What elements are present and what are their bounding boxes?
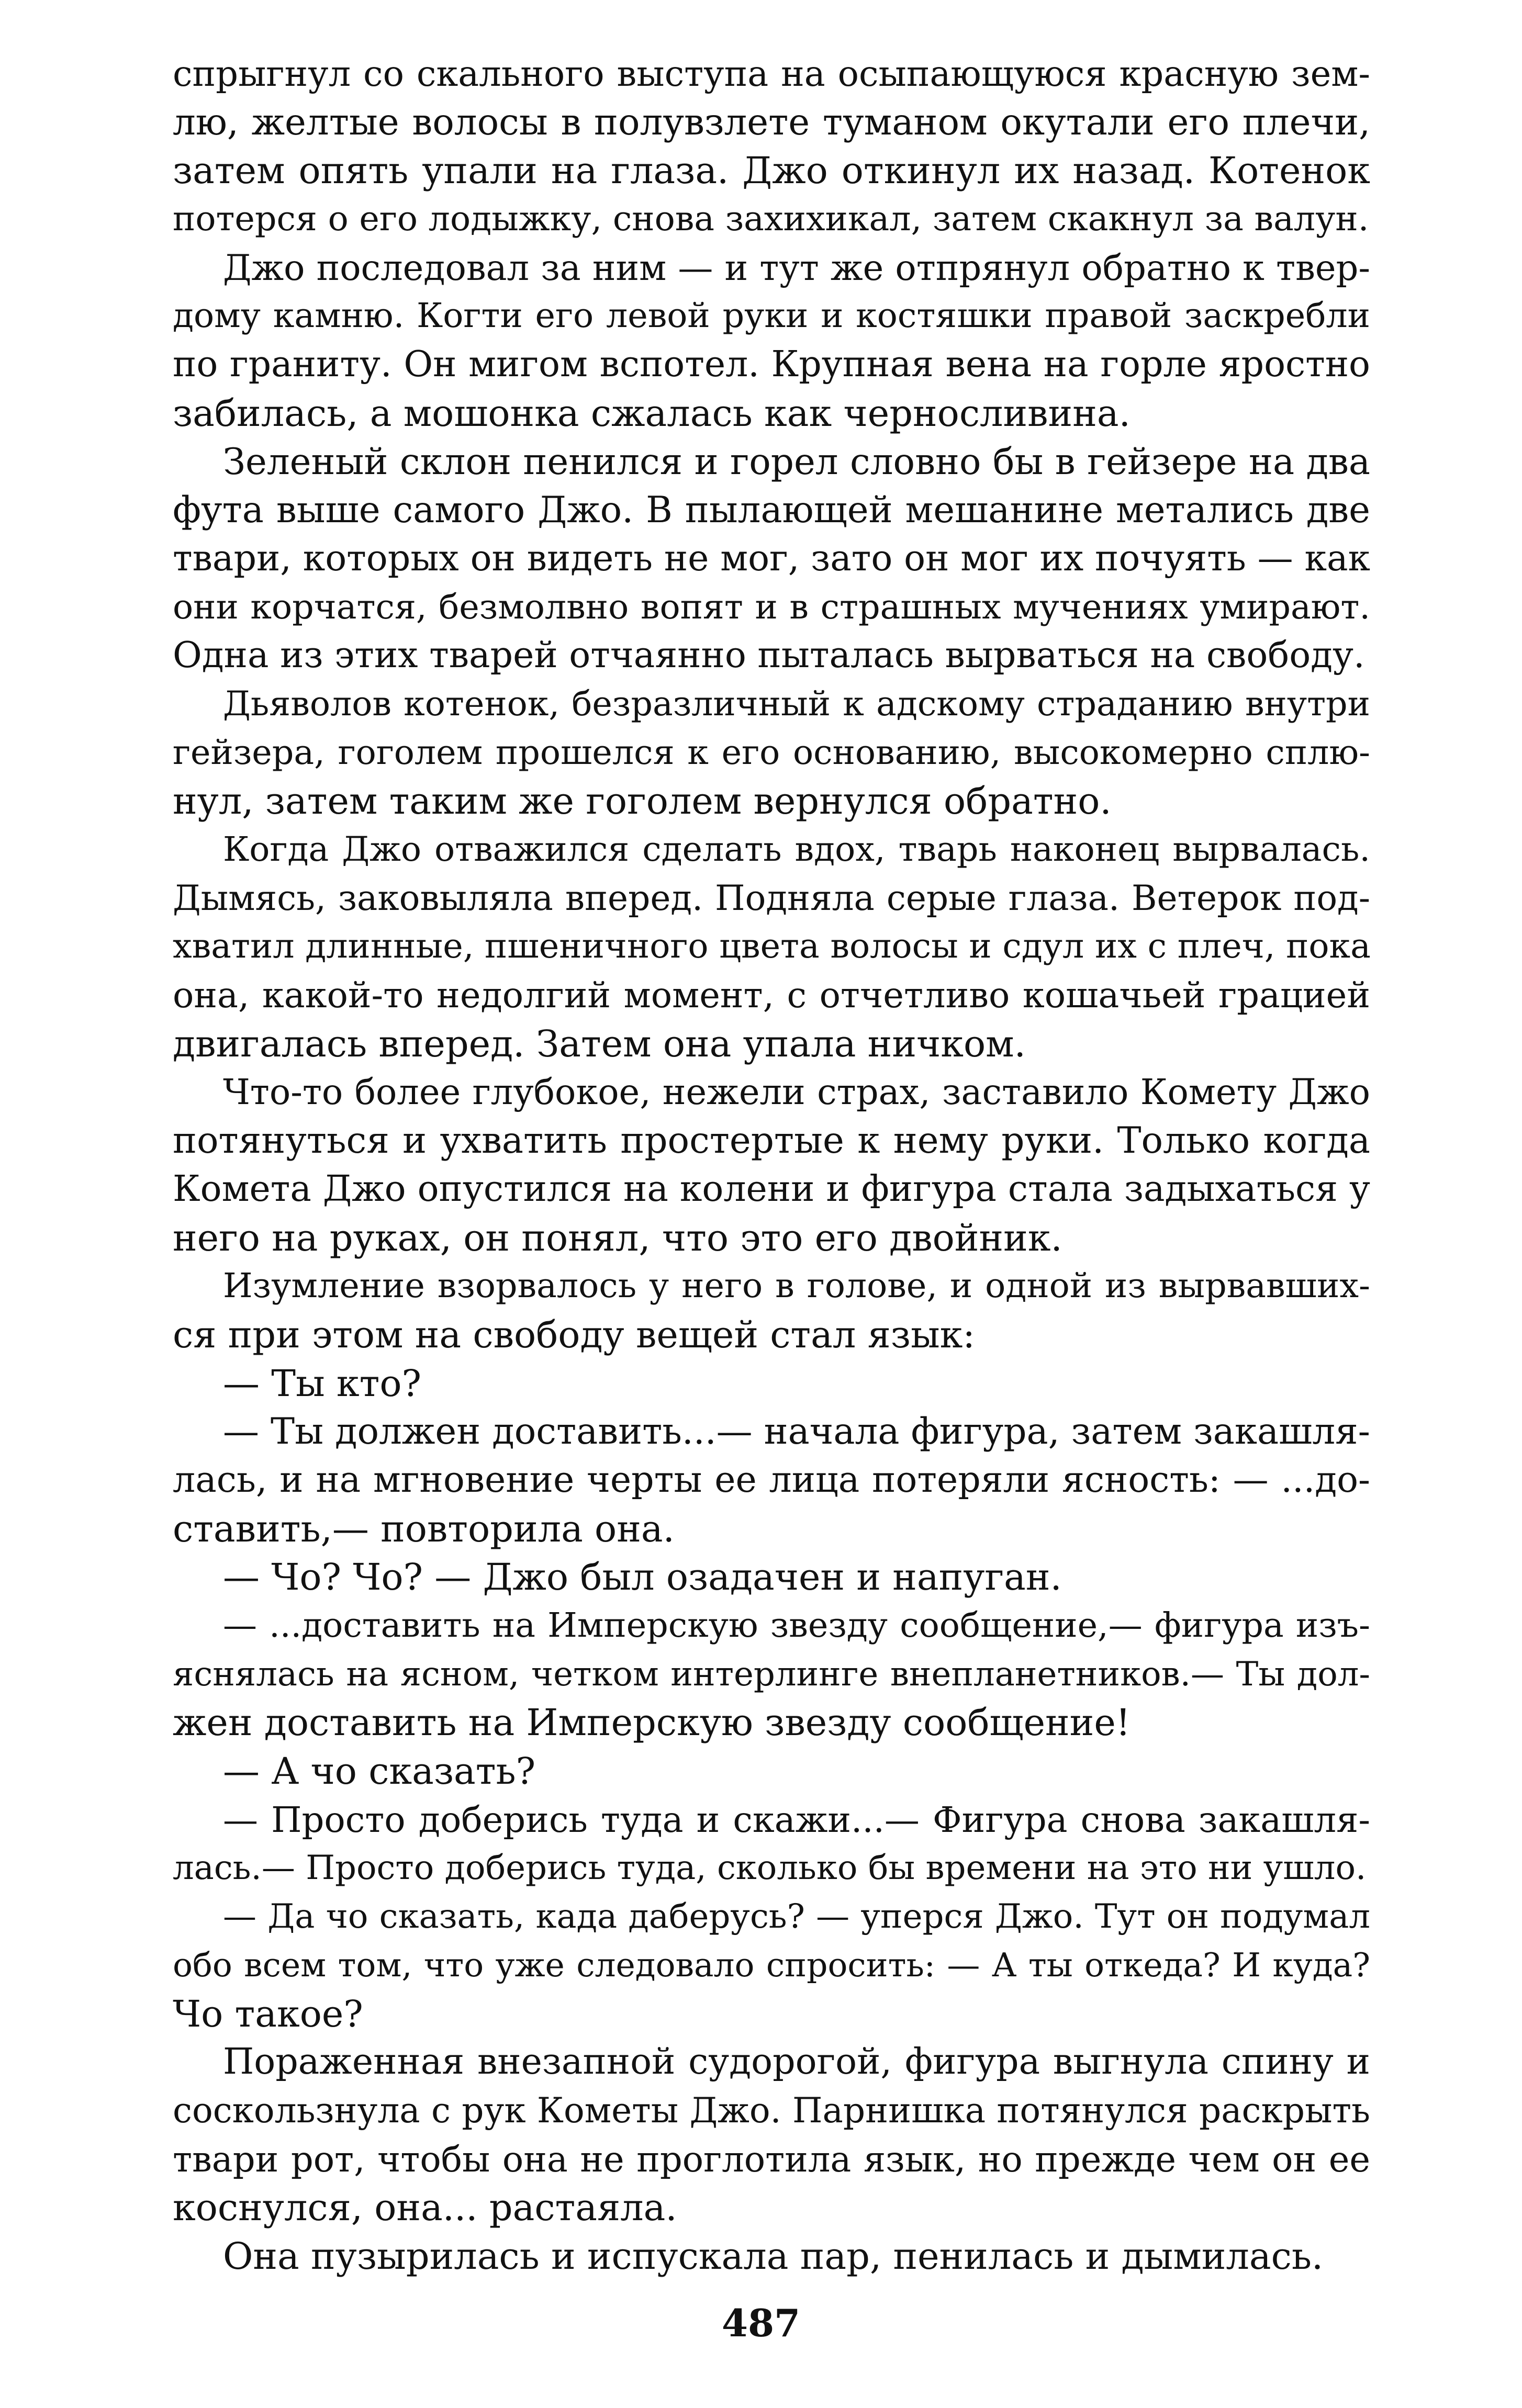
text-line: дому камню. Когти его левой руки и костяшки правой заскребли <box>173 296 1370 336</box>
text-line: Изумление взорвалось у него в голове, и одной из вырвавших- <box>223 1266 1370 1306</box>
text-line: жен доставить на Имперскую звезду сообщение! <box>173 1701 1131 1745</box>
text-line: потянуться и ухватить простертые к нему руки. Только когда <box>173 1120 1370 1162</box>
text-line: Пораженная внезапной судорогой, фигура выгнула спину и <box>223 2041 1370 2083</box>
text-line: — Ты кто? <box>223 1361 422 1405</box>
text-line: коснулся, она... растаяла. <box>173 2186 677 2230</box>
text-line: лась.— Просто доберись туда, сколько бы времени на это ни ушло. <box>173 1849 1367 1888</box>
text-line: нул, затем таким же гоголем вернулся обратно. <box>173 780 1112 823</box>
text-line: Когда Джо отважился сделать вдох, тварь наконец вырвалась. <box>223 830 1370 869</box>
text-line: соскользнула с рук Кометы Джо. Парнишка потянулся раскрыть <box>173 2090 1370 2131</box>
text-line: Комета Джо опустился на колени и фигура стала задыхаться у <box>173 1168 1370 1210</box>
text-line: ся при этом на свободу вещей стал язык: <box>173 1313 975 1356</box>
text-line: лю, желтые волосы в полувзлете туманом окутали его плечи, <box>173 101 1370 143</box>
text-line: твари рот, чтобы она не проглотила язык, но прежде чем он ее <box>173 2139 1370 2180</box>
text-line: потерся о его лодыжку, снова захихикал, затем скакнул за валун. <box>173 199 1369 239</box>
text-line: забилась, а мошонка сжалась как черносливина. <box>173 391 1131 435</box>
text-line: Что-то более глубокое, нежели страх, заставило Комету Джо <box>223 1072 1370 1113</box>
text-line: они корчатся, безмолвно вопят и в страшных мучениях умирают. <box>173 587 1370 627</box>
text-line: по граниту. Он мигом вспотел. Крупная вена на горле яростно <box>173 344 1370 386</box>
text-line: гейзера, гоголем прошелся к его основанию, высокомерно сплю- <box>173 733 1370 772</box>
text-line: — ...доставить на Имперскую звезду сообщение,— фигура изъ- <box>223 1606 1370 1645</box>
text-line: Дымясь, заковыляла вперед. Подняла серые глаза. Ветерок под- <box>173 877 1370 918</box>
text-line: — А чо сказать? <box>223 1750 536 1793</box>
text-line: — Чо? Чо? — Джо был озадачен и напуган. <box>223 1556 1062 1599</box>
text-line: она, какой-то недолгий момент, с отчетливо кошачьей грацией <box>173 975 1370 1016</box>
text-line: Дьяволов котенок, безразличный к адскому страданию внутри <box>223 684 1370 724</box>
text-line: хватил длинные, пшеничного цвета волосы и сдул их с плеч, пока <box>173 927 1371 966</box>
text-line: него на руках, он понял, что это его двойник. <box>173 1216 1062 1259</box>
text-line: ставить,— повторила она. <box>173 1507 675 1550</box>
page-number: 487 <box>721 2301 801 2345</box>
text-line: Джо последовал за ним — и тут же отпрянул обратно к твер- <box>223 247 1370 288</box>
text-line: спрыгнул со скального выступа на осыпающуюся красную зем- <box>173 53 1370 94</box>
text-line: — Ты должен доставить...— начала фигура, затем закашля- <box>223 1411 1370 1453</box>
text-line: Одна из этих тварей отчаянно пыталась вырваться на свободу. <box>173 635 1365 677</box>
text-line: затем опять упали на глаза. Джо откинул их назад. Котенок <box>173 149 1370 193</box>
text-line: лась, и на мгновение черты ее лица потеряли ясность: — ...до- <box>173 1459 1370 1501</box>
text-line: — Просто доберись туда и скажи...— Фигура снова закашля- <box>223 1799 1370 1840</box>
text-line: двигалась вперед. Затем она упала ничком. <box>173 1022 1026 1065</box>
text-line: — Да чо сказать, када даберусь? — уперся Джо. Тут он подумал <box>223 1897 1370 1937</box>
text-line: обо всем том, что уже следовало спросить: — А ты откеда? И куда? <box>173 1945 1370 1984</box>
body-text <box>173 50 1370 2281</box>
text-line: Чо такое? <box>173 1992 363 2035</box>
text-line: фута выше самого Джо. В пылающей мешанине метались две <box>173 489 1370 532</box>
text-line: Зеленый склон пенился и горел словно бы в гейзере на два <box>223 441 1370 483</box>
text-line: твари, которых он видеть не мог, зато он мог их почуять — как <box>173 537 1370 579</box>
text-line: Она пузырилась и испускала пар, пенилась и дымилась. <box>223 2234 1324 2278</box>
text-line: яснялась на ясном, четком интерлинге внепланетников.— Ты дол- <box>173 1655 1370 1694</box>
